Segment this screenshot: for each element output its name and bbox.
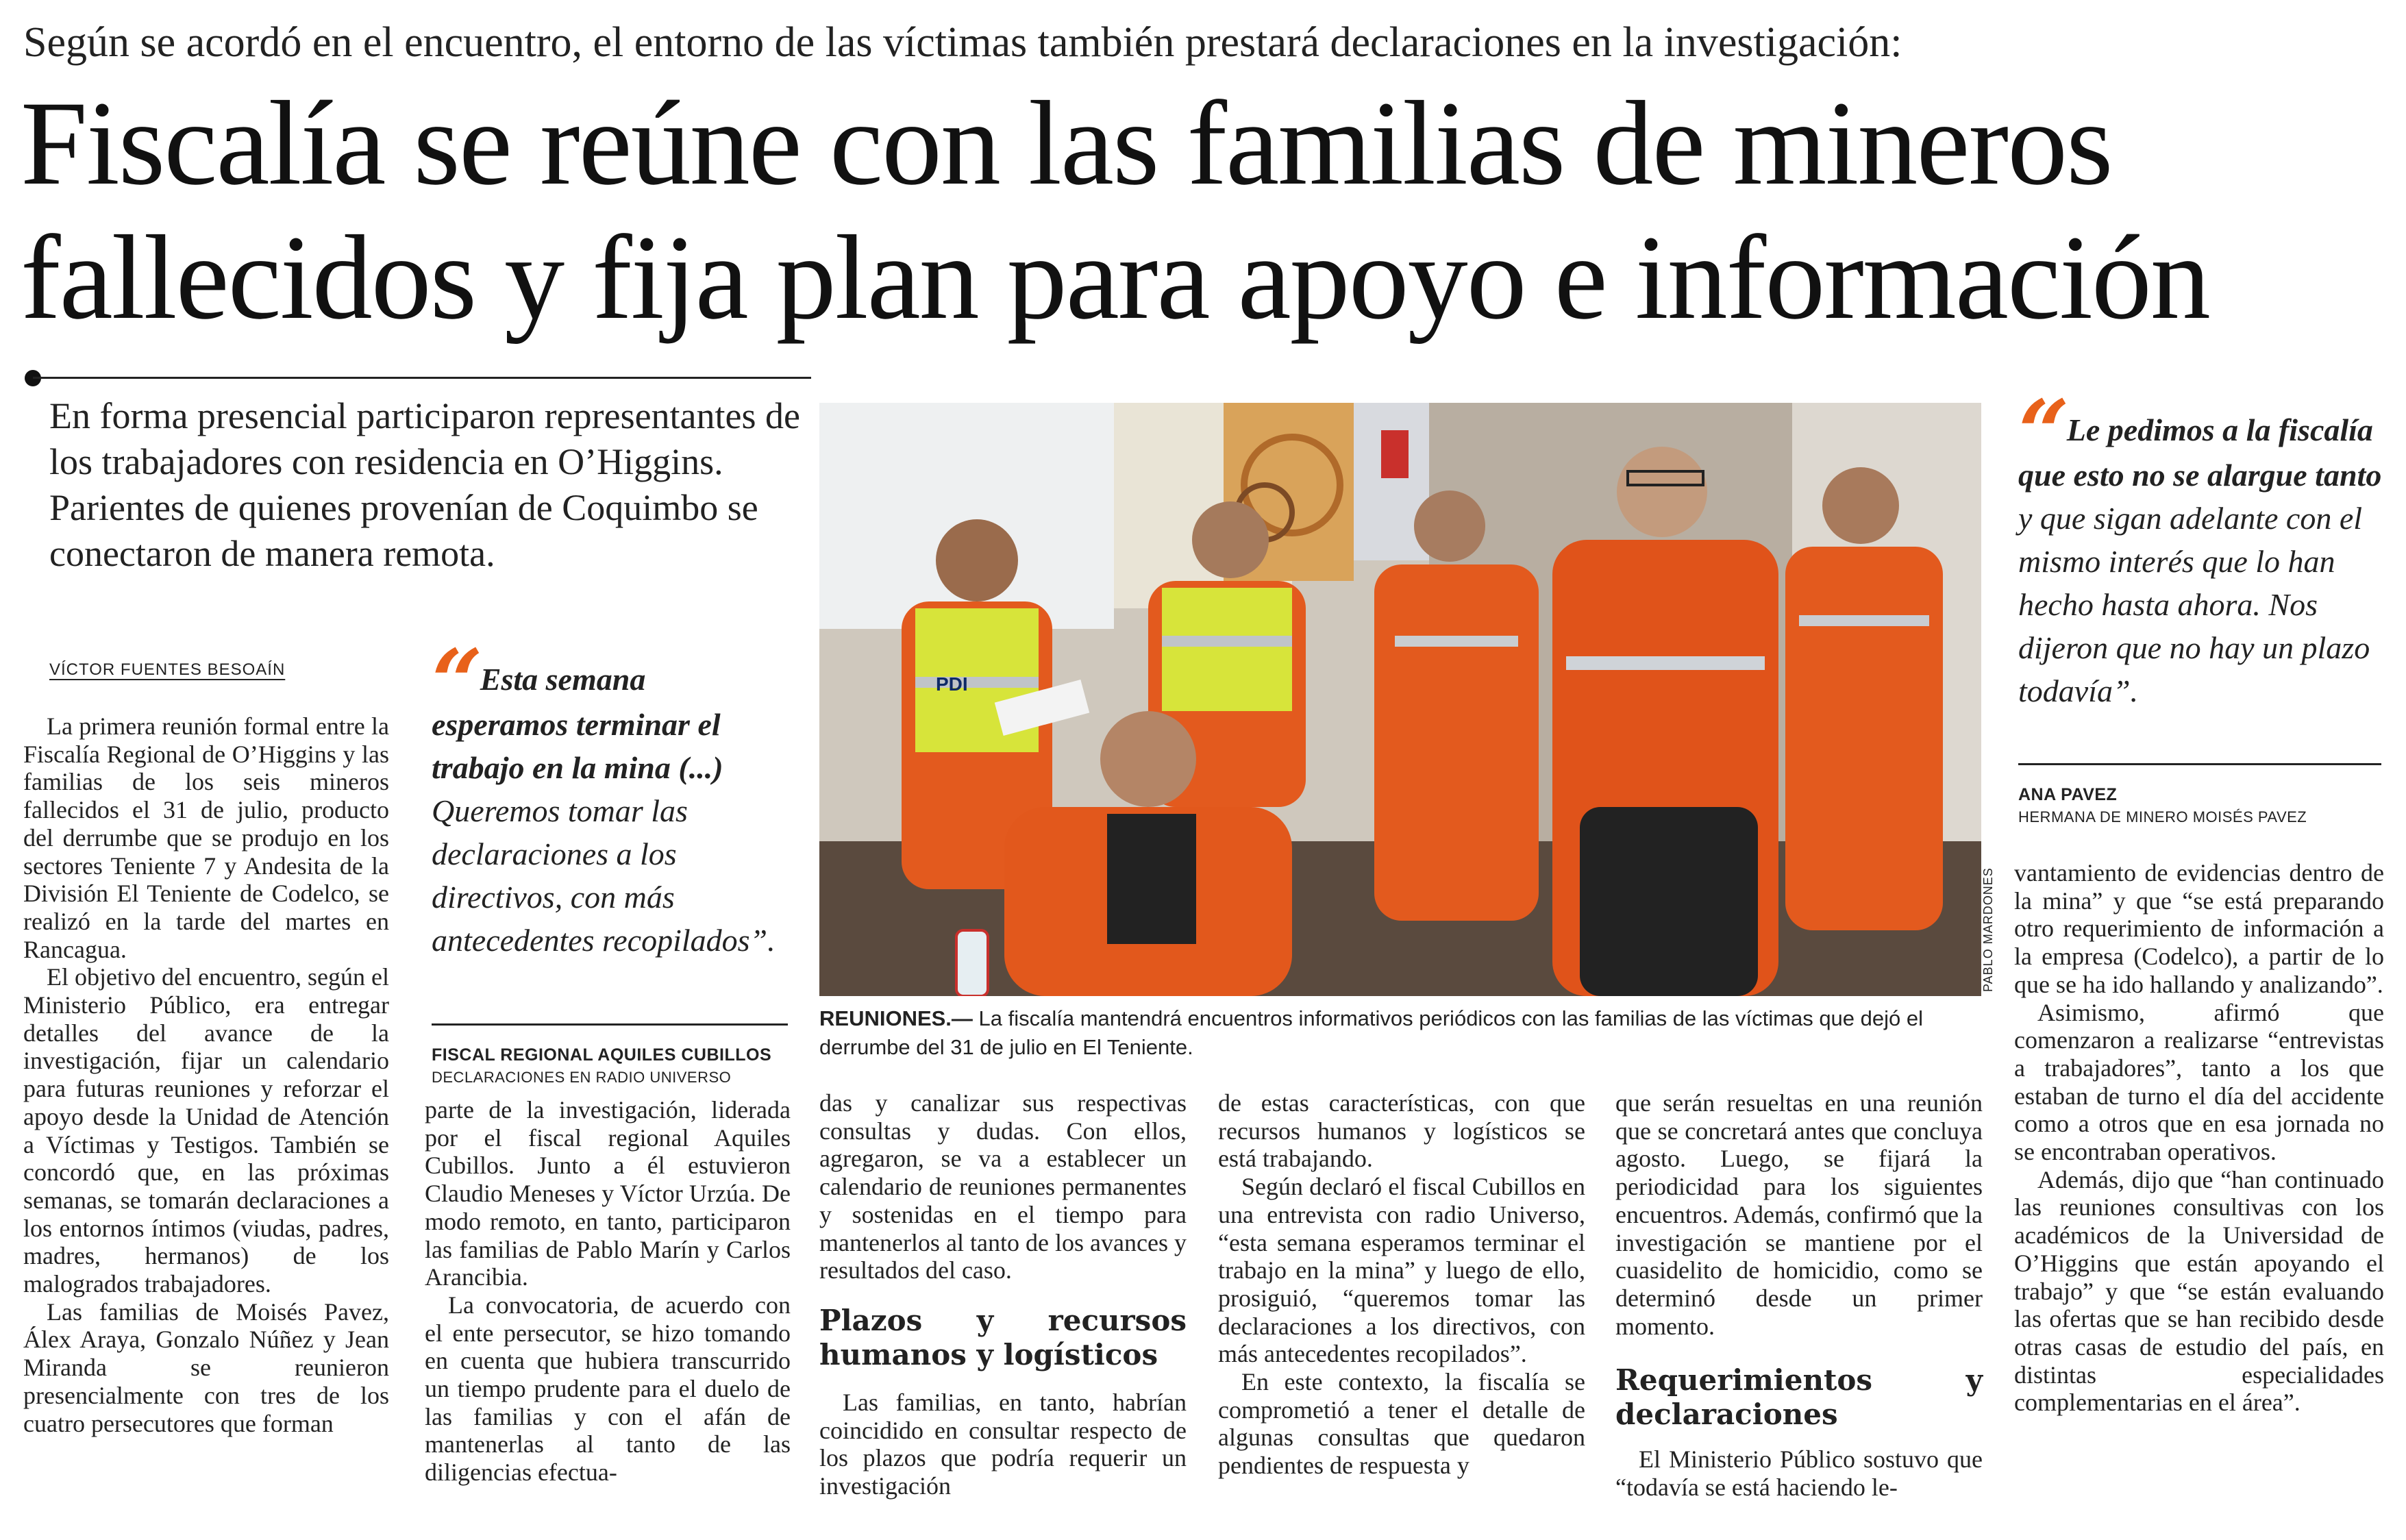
quote-rule <box>432 1023 788 1026</box>
vest-label: PDI <box>936 673 968 695</box>
paragraph: Además, dijo que “han continuado las reuniones consultivas con los académicos de la Universidad de O’Higgins que están apoyando el trabajo” y que “se están evaluando las ofertas que se han recibido desde otras casas de estudio del país, en distintas especialidades complementarias en el área”. <box>2014 1165 2384 1417</box>
paragraph: vantamiento de evidencias dentro de la mina” y que “se está preparando otro requerimiento de información a la empresa (Codelco), a partir de lo que se ha ido hallando y analizando”. <box>2014 859 2384 998</box>
paragraph: En este contexto, la fiscalía se comprometió a tener el detalle de algunas consultas que quedaron pendientes de respuesta y <box>1218 1368 1585 1480</box>
paragraph: Según declaró el fiscal Cubillos en una entrevista con radio Universo, “esta semana esperamos terminar el trabajo en la mina” y luego de ello, prosiguió, “queremos tomar las declaraciones a los directivos, con más antecedentes recopilados”. <box>1218 1173 1585 1368</box>
quote-rule <box>2018 763 2381 765</box>
paragraph: La convocatoria, de acuerdo con el ente persecutor, se hizo tomando en cuenta que hubiera transcurrido un tiempo prudente para el duelo de las familias y con el afán de mantenerlas al tanto de las diligencias efectua- <box>425 1291 791 1487</box>
pull-quote-fiscal <box>432 630 788 962</box>
column-4 <box>1218 1089 1585 1480</box>
caption-lead: REUNIONES.— <box>819 1006 973 1030</box>
quote-mark-icon: “ <box>2018 380 2060 485</box>
paragraph: Las familias, en tanto, habrían coincidido en consultar respecto de los plazos que podría requerir un investigación <box>819 1388 1187 1500</box>
photo-credit: PABLO MARDONES <box>1981 867 1995 992</box>
quote-mark-icon: “ <box>432 630 473 734</box>
pull-quote-family <box>2018 380 2388 712</box>
column-5 <box>1615 1089 1983 1502</box>
quote-bold: Esta semana esperamos terminar el trabajo en la mina (...) <box>432 662 723 785</box>
quote-text: Queremos tomar las declaraciones a los directivos, con más antecedentes recopilados”. <box>432 793 776 958</box>
quote-attribution-name: FISCAL REGIONAL AQUILES CUBILLOS <box>432 1045 772 1065</box>
quote-text: y que sigan adelante con el mismo interés que lo han hecho hasta ahora. Nos dijeron que no hay un plazo todavía”. <box>2018 501 2370 708</box>
paragraph: La primera reunión formal entre la Fiscalía Regional de O’Higgins y las familias de los seis mineros fallecidos el 31 de julio, producto del derrumbe que se produjo en los sectores Teniente 7 y Andesita de la División El Teniente de Codelco, se realizó en la tarde del martes en Rancagua. <box>23 712 389 963</box>
column-1 <box>23 712 389 1437</box>
lead-rule <box>33 377 811 379</box>
headline-line-2: fallecidos y fija plan para apoyo e información <box>21 211 2209 345</box>
quote-bold: Le pedimos a la fiscalía que esto no se alargue tanto <box>2018 412 2382 493</box>
byline: VÍCTOR FUENTES BESOAÍN <box>49 660 286 679</box>
subhead-requerimientos: Requerimientos y declaraciones <box>1615 1363 1983 1432</box>
lead-paragraph: En forma presencial participaron representantes de los trabajadores con residencia en O’Higgins. Parientes de quienes provenían de Coquimbo se conectaron de manera remota. <box>49 395 800 574</box>
paragraph: das y canalizar sus respectivas consultas y dudas. Con ellos, agregaron, se va a establecer un calendario de reuniones permanentes y sostenidas en el tiempo para mantenerlos al tanto de los avances y resultados del caso. <box>819 1089 1187 1284</box>
quote-attribution-name: ANA PAVEZ <box>2018 785 2118 804</box>
quote-attribution-source: HERMANA DE MINERO MOISÉS PAVEZ <box>2018 808 2307 825</box>
photo-meeting <box>819 403 1981 996</box>
subhead-plazos: Plazos y recursos humanos y logísticos <box>819 1303 1187 1371</box>
paragraph: El Ministerio Público sostuvo que “todavía se está haciendo le- <box>1615 1445 1983 1502</box>
headline <box>21 77 2391 345</box>
photo-illustration <box>819 403 1981 996</box>
quote-attribution-source: DECLARACIONES EN RADIO UNIVERSO <box>432 1069 732 1086</box>
headline-line-1: Fiscalía se reúne con las familias de mineros <box>21 77 2112 210</box>
column-3 <box>819 1089 1187 1500</box>
caption-text: La fiscalía mantendrá encuentros informativos periódicos con las familias de las víctimas que dejó el derrumbe del 31 de julio en El Teniente. <box>819 1006 1924 1059</box>
kicker: Según se acordó en el encuentro, el entorno de las víctimas también prestará declaraciones en la investigación: <box>23 19 1902 66</box>
paragraph: de estas características, con que recursos humanos y logísticos se está trabajando. <box>1218 1089 1585 1173</box>
paragraph: Asimismo, afirmó que comenzaron a realizarse “entrevistas a trabajadores”, tanto a los que estaban de turno el día del accidente como a otros que en esa jornada no se encontraban operativos. <box>2014 998 2384 1166</box>
paragraph: El objetivo del encuentro, según el Ministerio Público, era entregar detalles del avance de la investigación, fijar un calendario para futuras reuniones y reforzar el apoyo desde la Unidad de Atención a Víctimas y Testigos. También se concordó que, en las próximas semanas, se tomarán declaraciones a los entornos íntimos (viudas, padres, madres, hermanos) de los malogrados trabajadores. <box>23 963 389 1298</box>
paragraph: que serán resueltas en una reunión que se concretará antes que concluya agosto. Luego, se fijará la periodicidad para los siguientes encuentros. Además, confirmó que la investigación se mantiene por el cuasidelito de homicidio, como se determinó desde un primer momento. <box>1615 1089 1983 1340</box>
paragraph: parte de la investigación, liderada por el fiscal regional Aquiles Cubillos. Junto a él estuvieron Claudio Meneses y Víctor Urzúa. De modo remoto, en tanto, participaron las familias de Pablo Marín y Carlos Arancibia. <box>425 1096 791 1291</box>
column-6 <box>2014 859 2384 1417</box>
photo-caption <box>819 1004 1984 1062</box>
column-2 <box>425 1096 791 1487</box>
paragraph: Las familias de Moisés Pavez, Álex Araya, Gonzalo Núñez y Jean Miranda se reunieron presencialmente con tres de los cuatro persecutores que forman <box>23 1297 389 1437</box>
